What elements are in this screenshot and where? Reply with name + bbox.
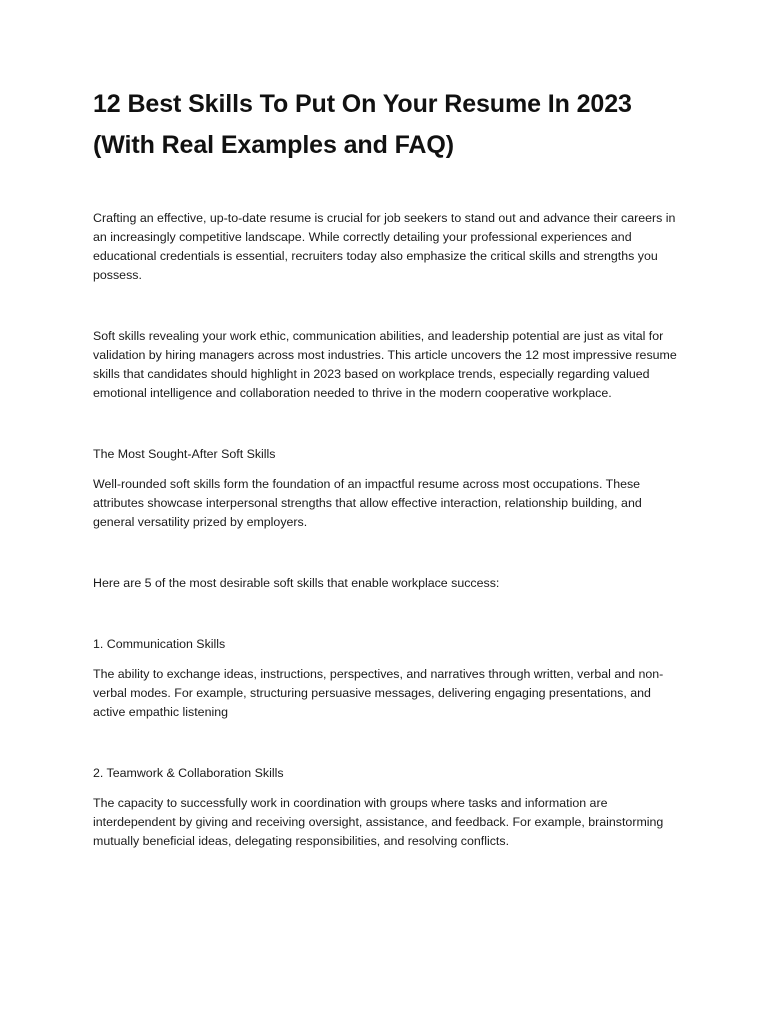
skill-heading-teamwork: 2. Teamwork & Collaboration Skills [93, 766, 284, 780]
section-paragraph: Well-rounded soft skills form the foundation of an impactful resume across most occupations. These attributes showcase interpersonal strengths that allow effective interaction, relationship building, and general versatility prized by employers. [93, 477, 642, 529]
skill-description-teamwork: The capacity to successfully work in coordination with groups where tasks and information are interdependent by giving and receiving oversight, assistance, and feedback. For example, brainstorming mutually beneficial ideas, delegating responsibilities, and resolving conflicts. [93, 796, 664, 848]
skill-description-communication: The ability to exchange ideas, instructions, perspectives, and narratives through written, verbal and non-verbal modes. For example, structuring persuasive messages, delivering engaging presentations, and active empathic listening [93, 667, 664, 719]
intro-paragraph: Crafting an effective, up-to-date resume is crucial for job seekers to stand out and advance their careers in an increasingly competitive landscape. While correctly detailing your professional experiences and educational credentials is essential, recruiters today also emphasize the critical skills and strengths you possess. [93, 211, 676, 282]
section-lead-in: Here are 5 of the most desirable soft skills that enable workplace success: [93, 576, 500, 590]
section-heading-soft-skills: The Most Sought-After Soft Skills [93, 447, 276, 461]
document-title: 12 Best Skills To Put On Your Resume In 2023 (With Real Examples and FAQ) [93, 90, 632, 159]
document-page [93, 84, 683, 851]
intro-paragraph: Soft skills revealing your work ethic, communication abilities, and leadership potential are just as vital for validation by hiring managers across most industries. This article uncovers the 12 most impressive resume skills that candidates should highlight in 2023 based on workplace trends, especially regarding valued emotional intelligence and collaboration needed to thrive in the modern cooperative workplace. [93, 329, 677, 400]
skill-heading-communication: 1. Communication Skills [93, 637, 226, 651]
